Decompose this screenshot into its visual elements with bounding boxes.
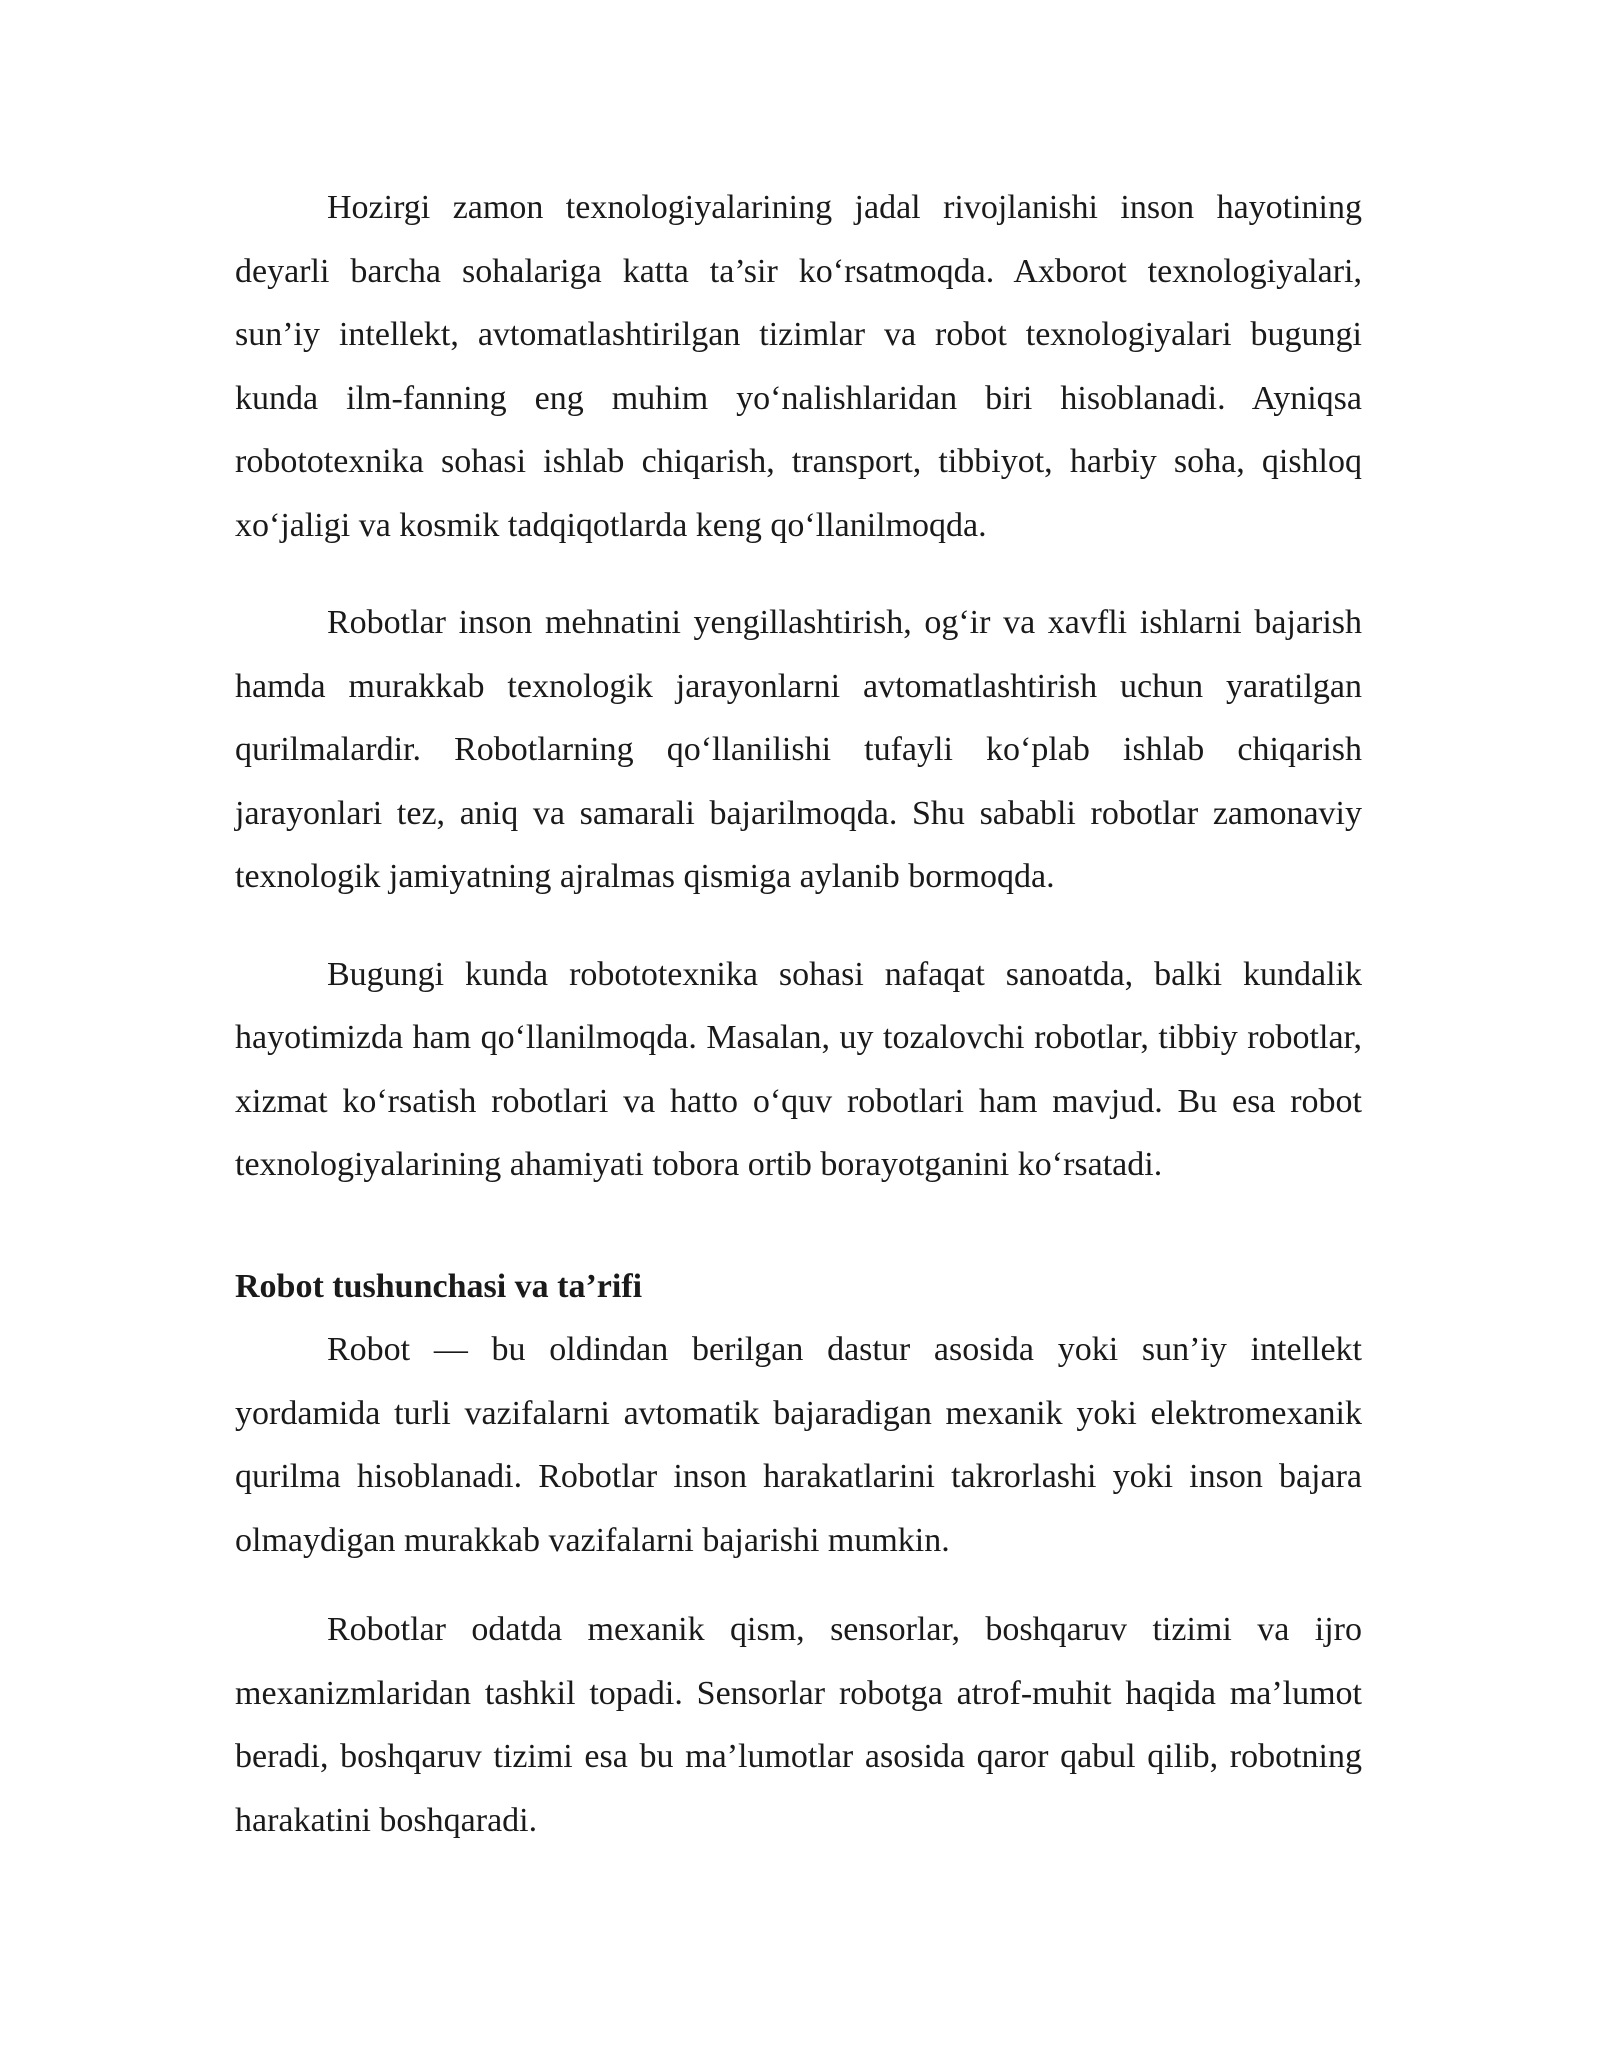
section-heading: Robot tushunchasi va ta’rifi <box>235 1267 643 1305</box>
document-body <box>235 176 1362 1852</box>
paragraph-intro-2: Robotlar inson mehnatini yengillashtirish, og‘ir va xavfli ishlarni bajarish hamda murakkab texnologik jarayonlarni avtomatlashtirish uchun yaratilgan qurilmalardir. Robotlarning qo‘llanilishi tufayli ko‘plab ishlab chiqarish jarayonlari tez, aniq va samarali bajarilmoqda. Shu sababli robotlar zamonaviy texnologik jamiyatning ajralmas qismiga aylanib bormoqda. <box>235 604 1362 895</box>
paragraph-intro-1: Hozirgi zamon texnologiyalarining jadal rivojlanishi inson hayotining deyarli barcha sohalariga katta ta’sir ko‘rsatmoqda. Axborot texnologiyalari, sun’iy intellekt, avtomatlashtirilgan tizimlar va robot texnologiyalari bugungi kunda ilm-fanning eng muhim yo‘nalishlaridan biri hisoblanadi. Ayniqsa robototexnika sohasi ishlab chiqarish, transport, tibbiyot, harbiy soha, qishloq xo‘jaligi va kosmik tadqiqotlarda keng qo‘llanilmoqda. <box>235 189 1362 544</box>
paragraph-intro-3: Bugungi kunda robototexnika sohasi nafaqat sanoatda, balki kundalik hayotimizda ham qo‘llanilmoqda. Masalan, uy tozalovchi robotlar, tibbiy robotlar, xizmat ko‘rsatish robotlari va hatto o‘quv robotlari ham mavjud. Bu esa robot texnologiyalarining ahamiyati tobora ortib borayotganini ko‘rsatadi. <box>235 955 1362 1183</box>
paragraph-section-2: Robotlar odatda mexanik qism, sensorlar, boshqaruv tizimi va ijro mexanizmlaridan tashkil topadi. Sensorlar robotga atrof-muhit haqida ma’lumot beradi, boshqaruv tizimi esa bu ma’lumotlar asosida qaror qabul qilib, robotning harakatini boshqaradi. <box>235 1611 1362 1839</box>
paragraph-section-1: Robot — bu oldindan berilgan dastur asosida yoki sun’iy intellekt yordamida turli vazifalarni avtomatik bajaradigan mexanik yoki elektromexanik qurilma hisoblanadi. Robotlar inson harakatlarini takrorlashi yoki inson bajara olmaydigan murakkab vazifalarni bajarishi mumkin. <box>235 1331 1362 1559</box>
